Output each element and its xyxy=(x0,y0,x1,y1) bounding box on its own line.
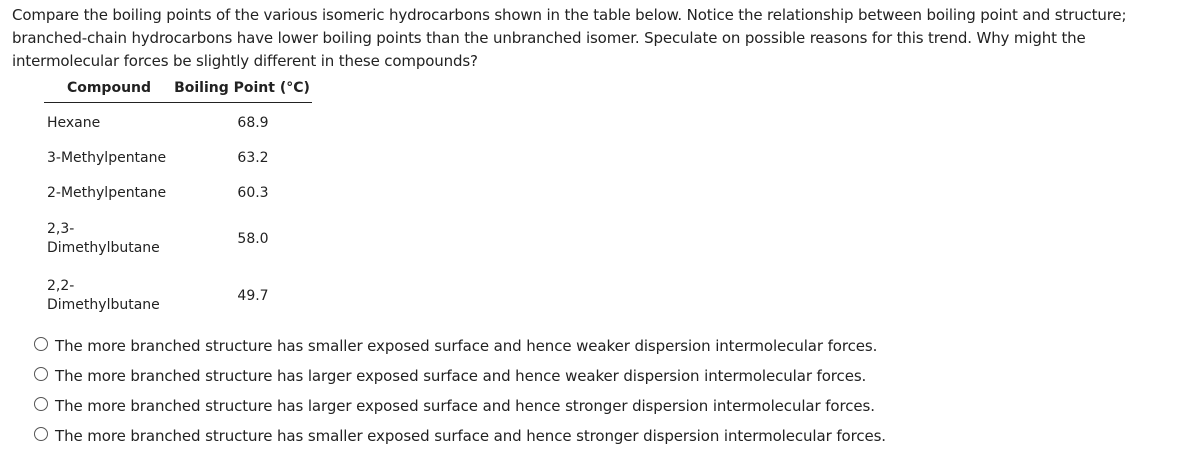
radio-button[interactable] xyxy=(34,337,48,351)
table-row xyxy=(44,103,312,141)
table-header-row xyxy=(44,80,312,103)
compound-name: 3-Methylpentane xyxy=(47,149,167,166)
boiling-point-value: 68.9 xyxy=(237,115,269,131)
radio-button[interactable] xyxy=(34,397,48,411)
answer-option[interactable] xyxy=(34,361,886,391)
table-row xyxy=(44,268,312,324)
column-header-compound: Compound xyxy=(44,80,172,103)
option-label: The more branched structure has larger exposed surface and hence weaker dispersion intermolecular forces. xyxy=(55,367,867,385)
option-label: The more branched structure has smaller exposed surface and hence stronger dispersion intermolecular forces. xyxy=(55,427,886,445)
answer-option[interactable] xyxy=(34,421,886,451)
boiling-point-table xyxy=(44,80,312,324)
compound-name: 2-Methylpentane xyxy=(47,184,167,201)
option-label: The more branched structure has smaller exposed surface and hence weaker dispersion intermolecular forces. xyxy=(55,337,878,355)
radio-button[interactable] xyxy=(34,367,48,381)
compound-name: 2,3- Dimethylbutane xyxy=(47,221,160,256)
column-header-boiling-point: Boiling Point (°C) xyxy=(172,80,312,103)
compound-name: Hexane xyxy=(47,115,101,131)
option-label: The more branched structure has larger exposed surface and hence stronger dispersion intermolecular forces. xyxy=(55,397,875,415)
table-row xyxy=(44,210,312,268)
question-text: Compare the boiling points of the various isomeric hydrocarbons shown in the table below. Notice the relationship between boiling point and structure; branched-chain hydrocarbons have lower boiling points than the unbranched isomer. Speculate on possible reasons for this trend. Why might the intermolecular forces be slightly different in these compounds? xyxy=(12,6,1127,70)
table-row xyxy=(44,140,312,176)
answer-options xyxy=(34,331,886,451)
boiling-point-value: 58.0 xyxy=(237,230,269,247)
answer-option[interactable] xyxy=(34,391,886,421)
table-row xyxy=(44,176,312,210)
radio-button[interactable] xyxy=(34,427,48,441)
compound-name: 2,2- Dimethylbutane xyxy=(47,278,160,313)
answer-option[interactable] xyxy=(34,331,886,361)
boiling-point-value: 60.3 xyxy=(237,184,269,201)
boiling-point-value: 63.2 xyxy=(237,149,269,166)
boiling-point-value: 49.7 xyxy=(237,287,269,304)
